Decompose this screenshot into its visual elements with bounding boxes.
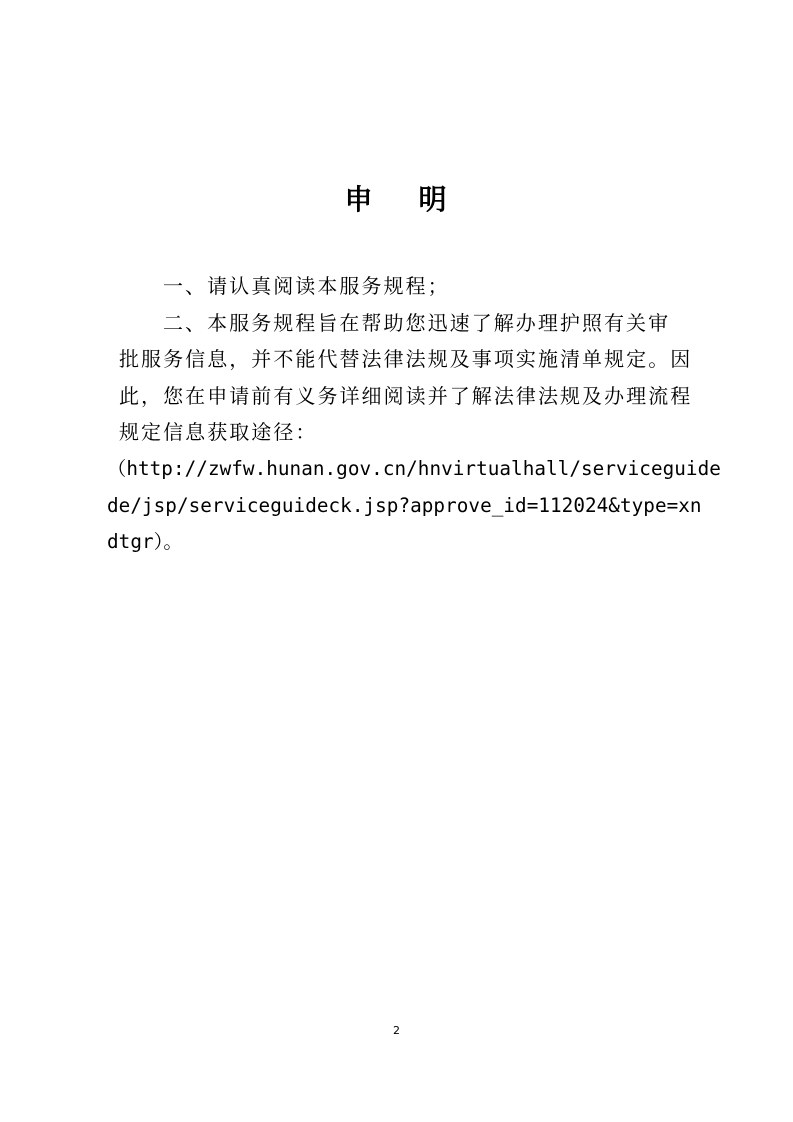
title-char-2: 明 (418, 183, 449, 216)
page-title (0, 180, 793, 220)
paragraph-2-line-4: 规定信息获取途径： (119, 420, 318, 445)
paragraph-2-line-1: 二、本服务规程旨在帮助您迅速了解办理护照有关审 (163, 310, 671, 335)
page-number: 2 (393, 1024, 400, 1037)
title-char-1: 申 (344, 183, 375, 216)
service-guide-url-line-3: dtgr）。 (107, 530, 183, 554)
paragraph-2-line-2: 批服务信息，并不能代替法律法规及事项实施清单规定。因 (119, 347, 693, 372)
declaration-body (107, 268, 721, 561)
paragraph-1: 一、请认真阅读本服务规程； (163, 274, 450, 298)
service-guide-url-line-1: （http://zwfw.hunan.gov.cn/hnvirtualhall/serviceguide (107, 456, 721, 480)
service-guide-url-line-2: de/jsp/serviceguideck.jsp?approve_id=112024&type=xn (107, 493, 702, 517)
paragraph-2-line-3: 此，您在申请前有义务详细阅读并了解法律法规及办理流程 (119, 383, 693, 408)
